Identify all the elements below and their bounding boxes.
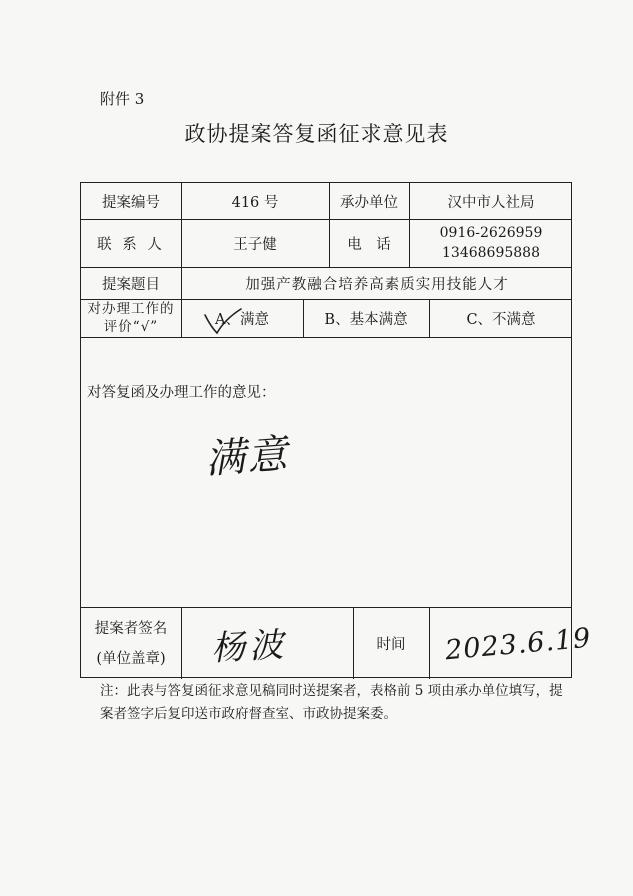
phone-values [409,219,573,267]
proposal-no-label: 提案编号 [102,194,160,211]
signer-label: 提案者签名 [94,620,168,637]
undertaking-unit-label: 承办单位 [340,194,398,211]
time-handwritten: 2023.6.19 [443,622,593,667]
feedback-form-table [80,182,593,678]
topic-value: 加强产教融合培养高素质实用技能人才 [245,276,509,293]
contact-label: 联 系 人 [97,236,165,253]
proposal-no-value: 416 号 [231,194,279,211]
option-b [303,299,429,337]
phone-label: 电 话 [347,236,391,253]
option-c-label: C、不满意 [466,311,536,328]
check-mark-icon [203,307,243,337]
footer-note: 注：此表与答复函征求意见稿同时送提案者，表格前 5 项由承办单位填写，提案者签字后复印送市政府督查室、市政协提案委。 [100,683,563,722]
phone-value-landline: 0916-2626959 [439,225,543,241]
signer-handwritten: 杨波 [210,625,289,669]
page-title: 政协提案答复函征求意见表 [184,122,449,146]
phone-value-mobile: 13468695888 [442,245,540,261]
time-label: 时间 [376,636,406,653]
signer-sublabel: (单位盖章) [96,650,166,667]
undertaking-unit-value: 汉中市人社局 [447,194,535,211]
option-c [429,299,573,337]
opinion-handwritten: 满意 [203,431,291,483]
opinion-label: 对答复函及办理工作的意见： [87,384,276,401]
option-b-label: B、基本满意 [324,311,408,328]
contact-value: 王子健 [233,236,277,253]
option-a-label: A、满意 [215,311,269,328]
topic-label: 提案题目 [102,276,160,293]
evaluation-label: 对办理工作的评价“√” [87,301,175,335]
attachment-label: 附件 3 [100,90,145,108]
